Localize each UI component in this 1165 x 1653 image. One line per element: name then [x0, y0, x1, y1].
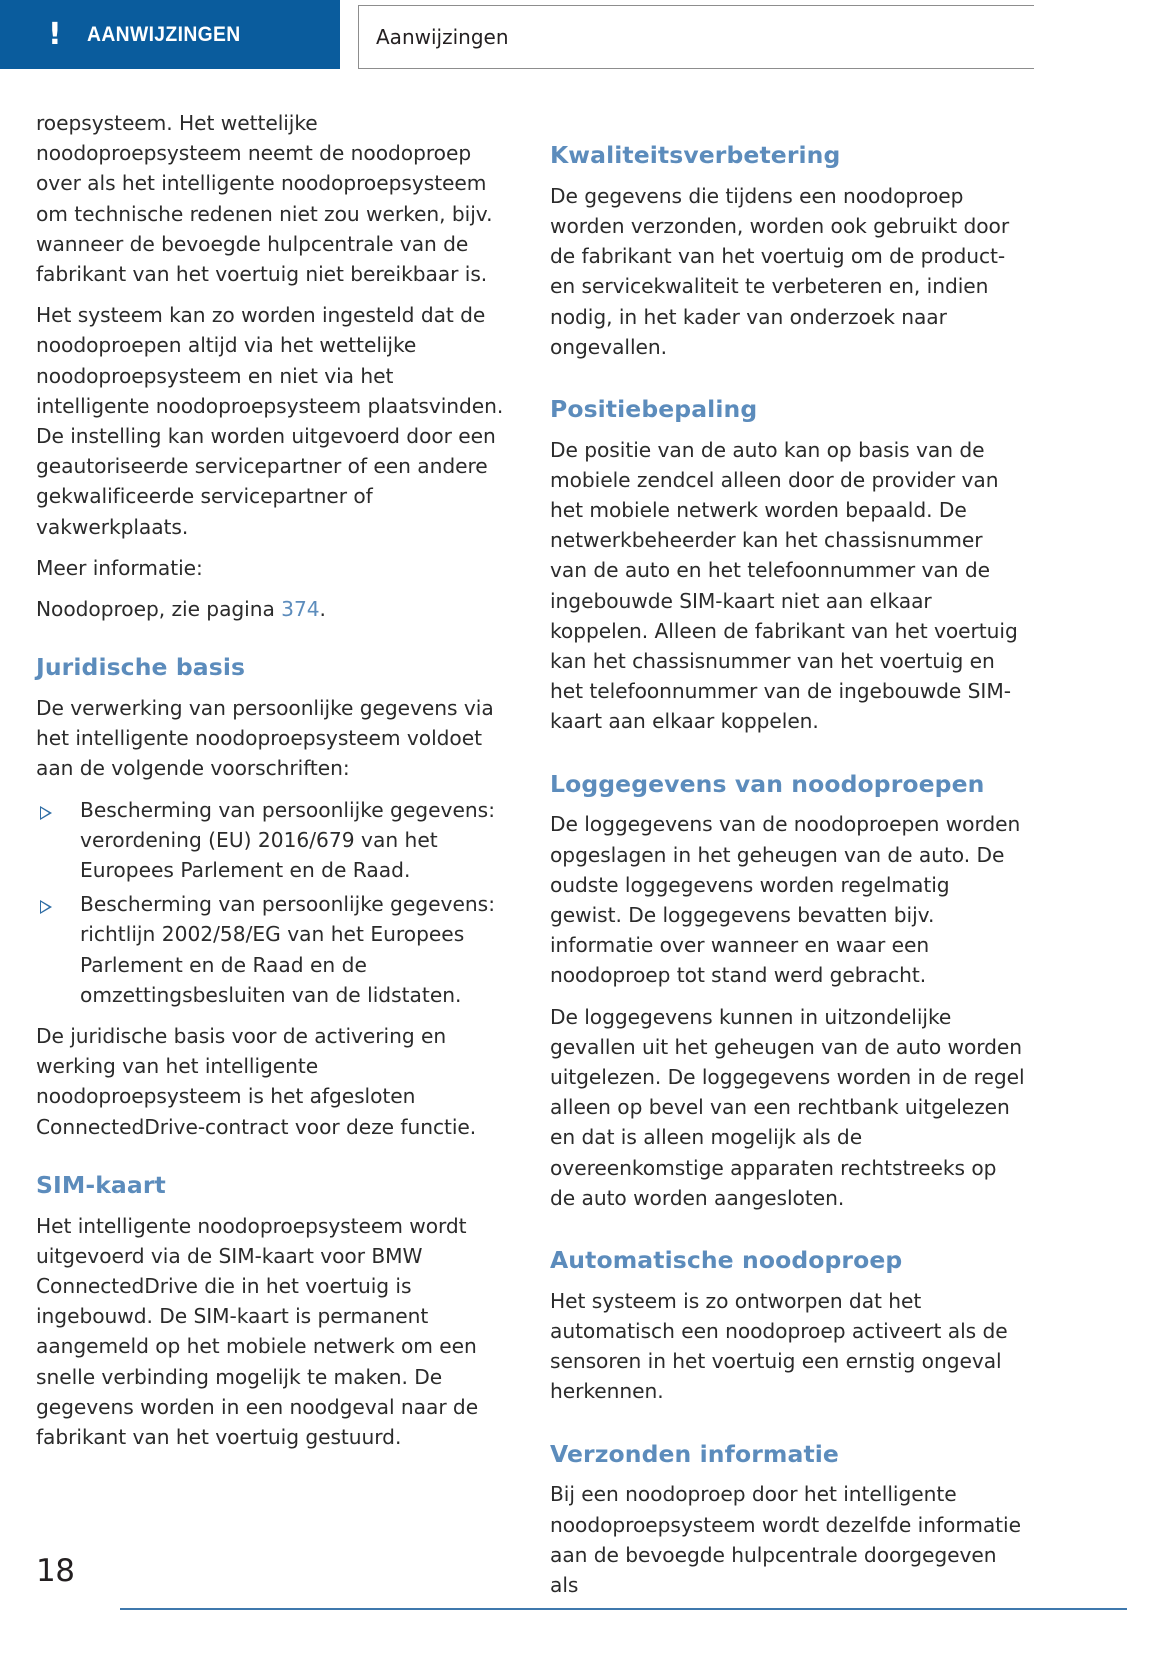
triangle-bullet-icon: [40, 900, 52, 914]
paragraph: De loggegevens van de noodoproepen worden opgeslagen in het geheugen van de auto. De oudste loggegevens worden regelmatig gewist. De loggegevens bevatten bijv. informatie over wanneer en waar een noodoproep tot stand werd gebracht.: [550, 812, 1021, 988]
section-heading-juridische-basis: Juridische basis: [36, 653, 246, 682]
section-heading-verzonden-informatie: Verzonden informatie: [550, 1439, 839, 1468]
page-reference: [36, 594, 511, 624]
footer-divider: [120, 1608, 1127, 1610]
paragraph: Het intelligente noodoproepsysteem wordt uitgevoerd via de SIM-kaart voor BMW ConnectedDrive die in het voertuig is ingebouwd. De SIM-kaart is permanent aangemeld op het mobiele netwerk om een snelle verbinding mogelijk te maken. De gegevens worden in een noodgeval naar de fabrikant van het voertuig gestuurd.: [36, 1213, 479, 1449]
left-column: [36, 108, 511, 1452]
paragraph: De juridische basis voor de activering en werking van het intelligente noodoproepsysteem is het afgesloten ConnectedDrive-contract voor deze functie.: [36, 1024, 477, 1139]
page-header: [0, 0, 1165, 75]
paragraph: roepsysteem. Het wettelijke noodoproepsysteem neemt de noodoproep over als het intelligente noodoproepsysteem om technische redenen niet zou werken, bijv. wanneer de bevoegde hulpcentrale van de fabrikant van het voertuig niet bereikbaar is.: [36, 111, 493, 287]
page-reference-suffix: .: [319, 597, 326, 622]
paragraph: De gegevens die tijdens een noodoproep worden verzonden, worden ook gebruikt door de fabrikant van het voertuig om de product- en servicekwaliteit te verbeteren en, indien nodig, in het kader van onderzoek naar ongevallen.: [550, 183, 1010, 359]
section-heading-loggegevens: Loggegevens van noodoproepen: [550, 769, 985, 798]
section-heading-kwaliteitsverbetering: Kwaliteitsverbetering: [550, 141, 841, 169]
section-heading-positiebepaling: Positiebepaling: [550, 394, 758, 423]
exclamation-mark-icon: !: [48, 16, 62, 52]
list-item-label: Bescherming van persoonlijke gegevens: richtlijn 2002/58/EG van het Europees Parlement en de Raad en de omzettingsbesluiten van de lidstaten.: [80, 892, 496, 1007]
paragraph: De verwerking van persoonlijke gegevens via het intelligente noodoproepsysteem voldoet aan de volgende voorschriften:: [36, 695, 494, 781]
paragraph: Het systeem is zo ontworpen dat het automatisch een noodoproep activeert als de sensoren in het voertuig een ernstig ongeval herkennen.: [550, 1288, 1008, 1404]
paragraph: De positie van de auto kan op basis van de mobiele zendcel alleen door de provider van het mobiele netwerk worden bepaald. De netwerkbeheerder kan het chassisnummer van de auto en het telefoonnummer van de ingebouwde SIM-kaart niet aan elkaar koppelen. Alleen de fabrikant van het voertuig kan het chassisnummer van het voertuig en het telefoonnummer van de ingebouwde SIM-kaart aan elkaar koppelen.: [550, 437, 1018, 734]
triangle-bullet-icon: [40, 806, 52, 820]
page-reference-number[interactable]: 374: [281, 597, 320, 622]
paragraph: Meer informatie:: [36, 555, 203, 580]
paragraph: Het systeem kan zo worden ingesteld dat de noodoproepen altijd via het wettelijke noodoproepsysteem en niet via het intelligente noodoproepsysteem plaatsvinden. De instelling kan worden uitgevoerd door een geautoriseerde servicepartner of een andere gekwalificeerde servicepartner of vakwerkplaats.: [36, 303, 504, 539]
right-column: [550, 108, 1025, 1600]
section-heading-automatische-noodoproep: Automatische noodoproep: [550, 1246, 903, 1275]
paragraph: Bij een noodoproep door het intelligente noodoproepsysteem wordt dezelfde informatie aan de bevoegde hulpcentrale doorgegeven als: [550, 1482, 1021, 1597]
page-number: 18: [36, 1553, 75, 1589]
list-item-label: Bescherming van persoonlijke gegevens: verordening (EU) 2016/679 van het Europees Parlement en de Raad.: [80, 797, 496, 882]
paragraph: De loggegevens kunnen in uitzondelijke gevallen uit het geheugen van de auto worden uitgelezen. De loggegevens worden in de regel alleen op bevel van een rechtbank uitgelezen en dat is alleen mogelijk als de overeenkomstige apparaten rechtstreeks op de auto worden aangesloten.: [550, 1004, 1025, 1210]
section-heading-sim-kaart: SIM-kaart: [36, 1170, 166, 1199]
notices-banner: [0, 0, 340, 69]
breadcrumb-label: Aanwijzingen: [376, 25, 509, 49]
page-footer: [0, 1553, 1165, 1613]
breadcrumb: [358, 5, 1034, 69]
requirements-list: [36, 795, 511, 1010]
list-item: [36, 889, 511, 1010]
banner-label: AANWIJZINGEN: [87, 22, 241, 46]
page-reference-prefix: Noodoproep, zie pagina: [36, 597, 282, 622]
list-item: [36, 795, 511, 886]
